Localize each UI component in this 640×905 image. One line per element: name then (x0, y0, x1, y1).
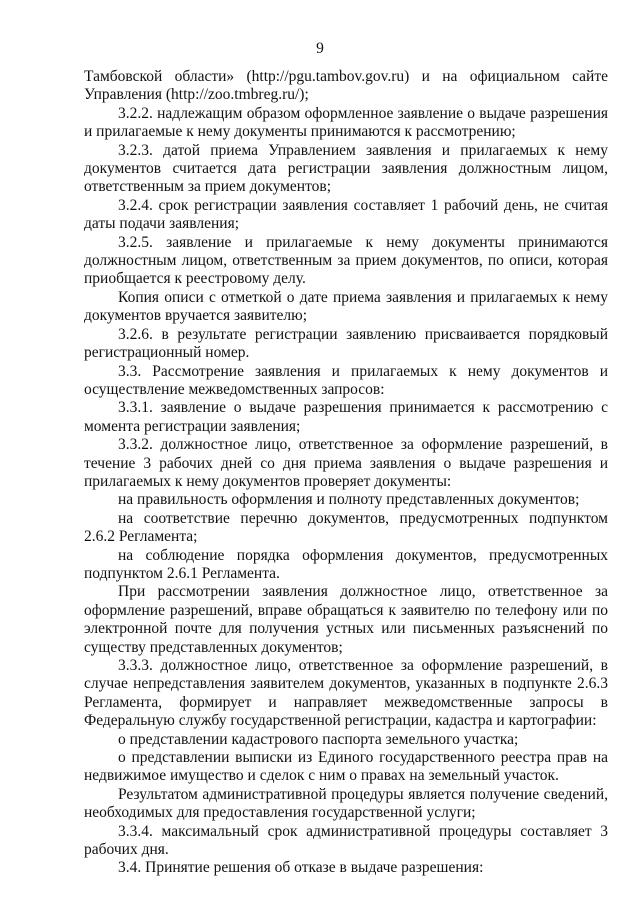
paragraph-registry-extract: о представлении выписки из Единого государственного реестра прав на недвижимое имущество и сделок с ним о правах на земельный участок. (84, 749, 608, 785)
paragraph-3-2-3: 3.2.3. датой приема Управлением заявления и прилагаемых к нему документов считается дата регистрации заявления должностным лицом, ответственным за прием документов; (84, 141, 608, 196)
paragraph-3-2-5: 3.2.5. заявление и прилагаемые к нему документы принимаются должностным лицом, ответственным за прием документов, по описи, которая приобщается к реестровому делу. (84, 233, 608, 288)
paragraph-continuation: Тамбовской области» (http://pgu.tambov.gov.ru) и на официальном сайте Управления (http://zoo.tmbreg.ru/); (84, 68, 608, 104)
paragraph-3-3-4: 3.3.4. максимальный срок административной процедуры составляет 3 рабочих дня. (84, 822, 608, 859)
paragraph-3-2-6: 3.2.6. в результате регистрации заявлению присваивается порядковый регистрационный номер. (84, 325, 608, 362)
page-number: 9 (316, 40, 324, 57)
paragraph-3-3-2: 3.3.2. должностное лицо, ответственное за оформление разрешений, в течение 3 рабочих дней со дня приема заявления о выдаче разрешения и прилагаемых к нему документов проверяет документы: (84, 436, 608, 490)
paragraph-3-3: 3.3. Рассмотрение заявления и прилагаемых к нему документов и осуществление межведомственных запросов: (84, 362, 608, 398)
paragraph-copy-of-inventory: Копия описи с отметкой о дате приема заявления и прилагаемых к нему документов вручается заявителю; (84, 288, 608, 325)
document-body (84, 68, 608, 878)
paragraph-result: Результатом административной процедуры является получение сведений, необходимых для предоставления государственной услуги; (84, 785, 608, 822)
paragraph-3-2-4: 3.2.4. срок регистрации заявления составляет 1 рабочий день, не считая даты подачи заявления; (84, 196, 608, 233)
paragraph-3-3-1: 3.3.1. заявление о выдаче разрешения принимается к рассмотрению с момента регистрации заявления; (84, 399, 608, 435)
paragraph-check-list: на соответствие перечню документов, предусмотренных подпунктом 2.6.2 Регламента; (84, 509, 608, 546)
paragraph-3-2-2: 3.2.2. надлежащим образом оформленное заявление о выдаче разрешения и прилагаемые к нему документы принимаются к рассмотрению; (84, 104, 608, 141)
paragraph-cadastral-passport: о представлении кадастрового паспорта земельного участка; (118, 730, 519, 748)
paragraph-check-correctness: на правильность оформления и полноту представленных документов; (118, 491, 580, 509)
paragraph-check-procedure: на соблюдение порядка оформления документов, предусмотренных подпунктом 2.6.1 Регламента. (84, 546, 608, 582)
paragraph-clarifications: При рассмотрении заявления должностное лицо, ответственное за оформление разрешений, вправе обращаться к заявителю по телефону или по электронной почте для получения устных или письменных разъяснений по существу представленных документов; (84, 583, 608, 656)
paragraph-3-3-3: 3.3.3. должностное лицо, ответственное за оформление разрешений, в случае непредставления заявителем документов, указанных в подпункте 2.6.3 Регламента, формирует и направляет межведомственные запросы в Федеральную службу государственной регистрации, кадастра и картографии: (84, 657, 608, 730)
paragraph-3-4: 3.4. Принятие решения об отказе в выдаче разрешения: (118, 859, 484, 877)
